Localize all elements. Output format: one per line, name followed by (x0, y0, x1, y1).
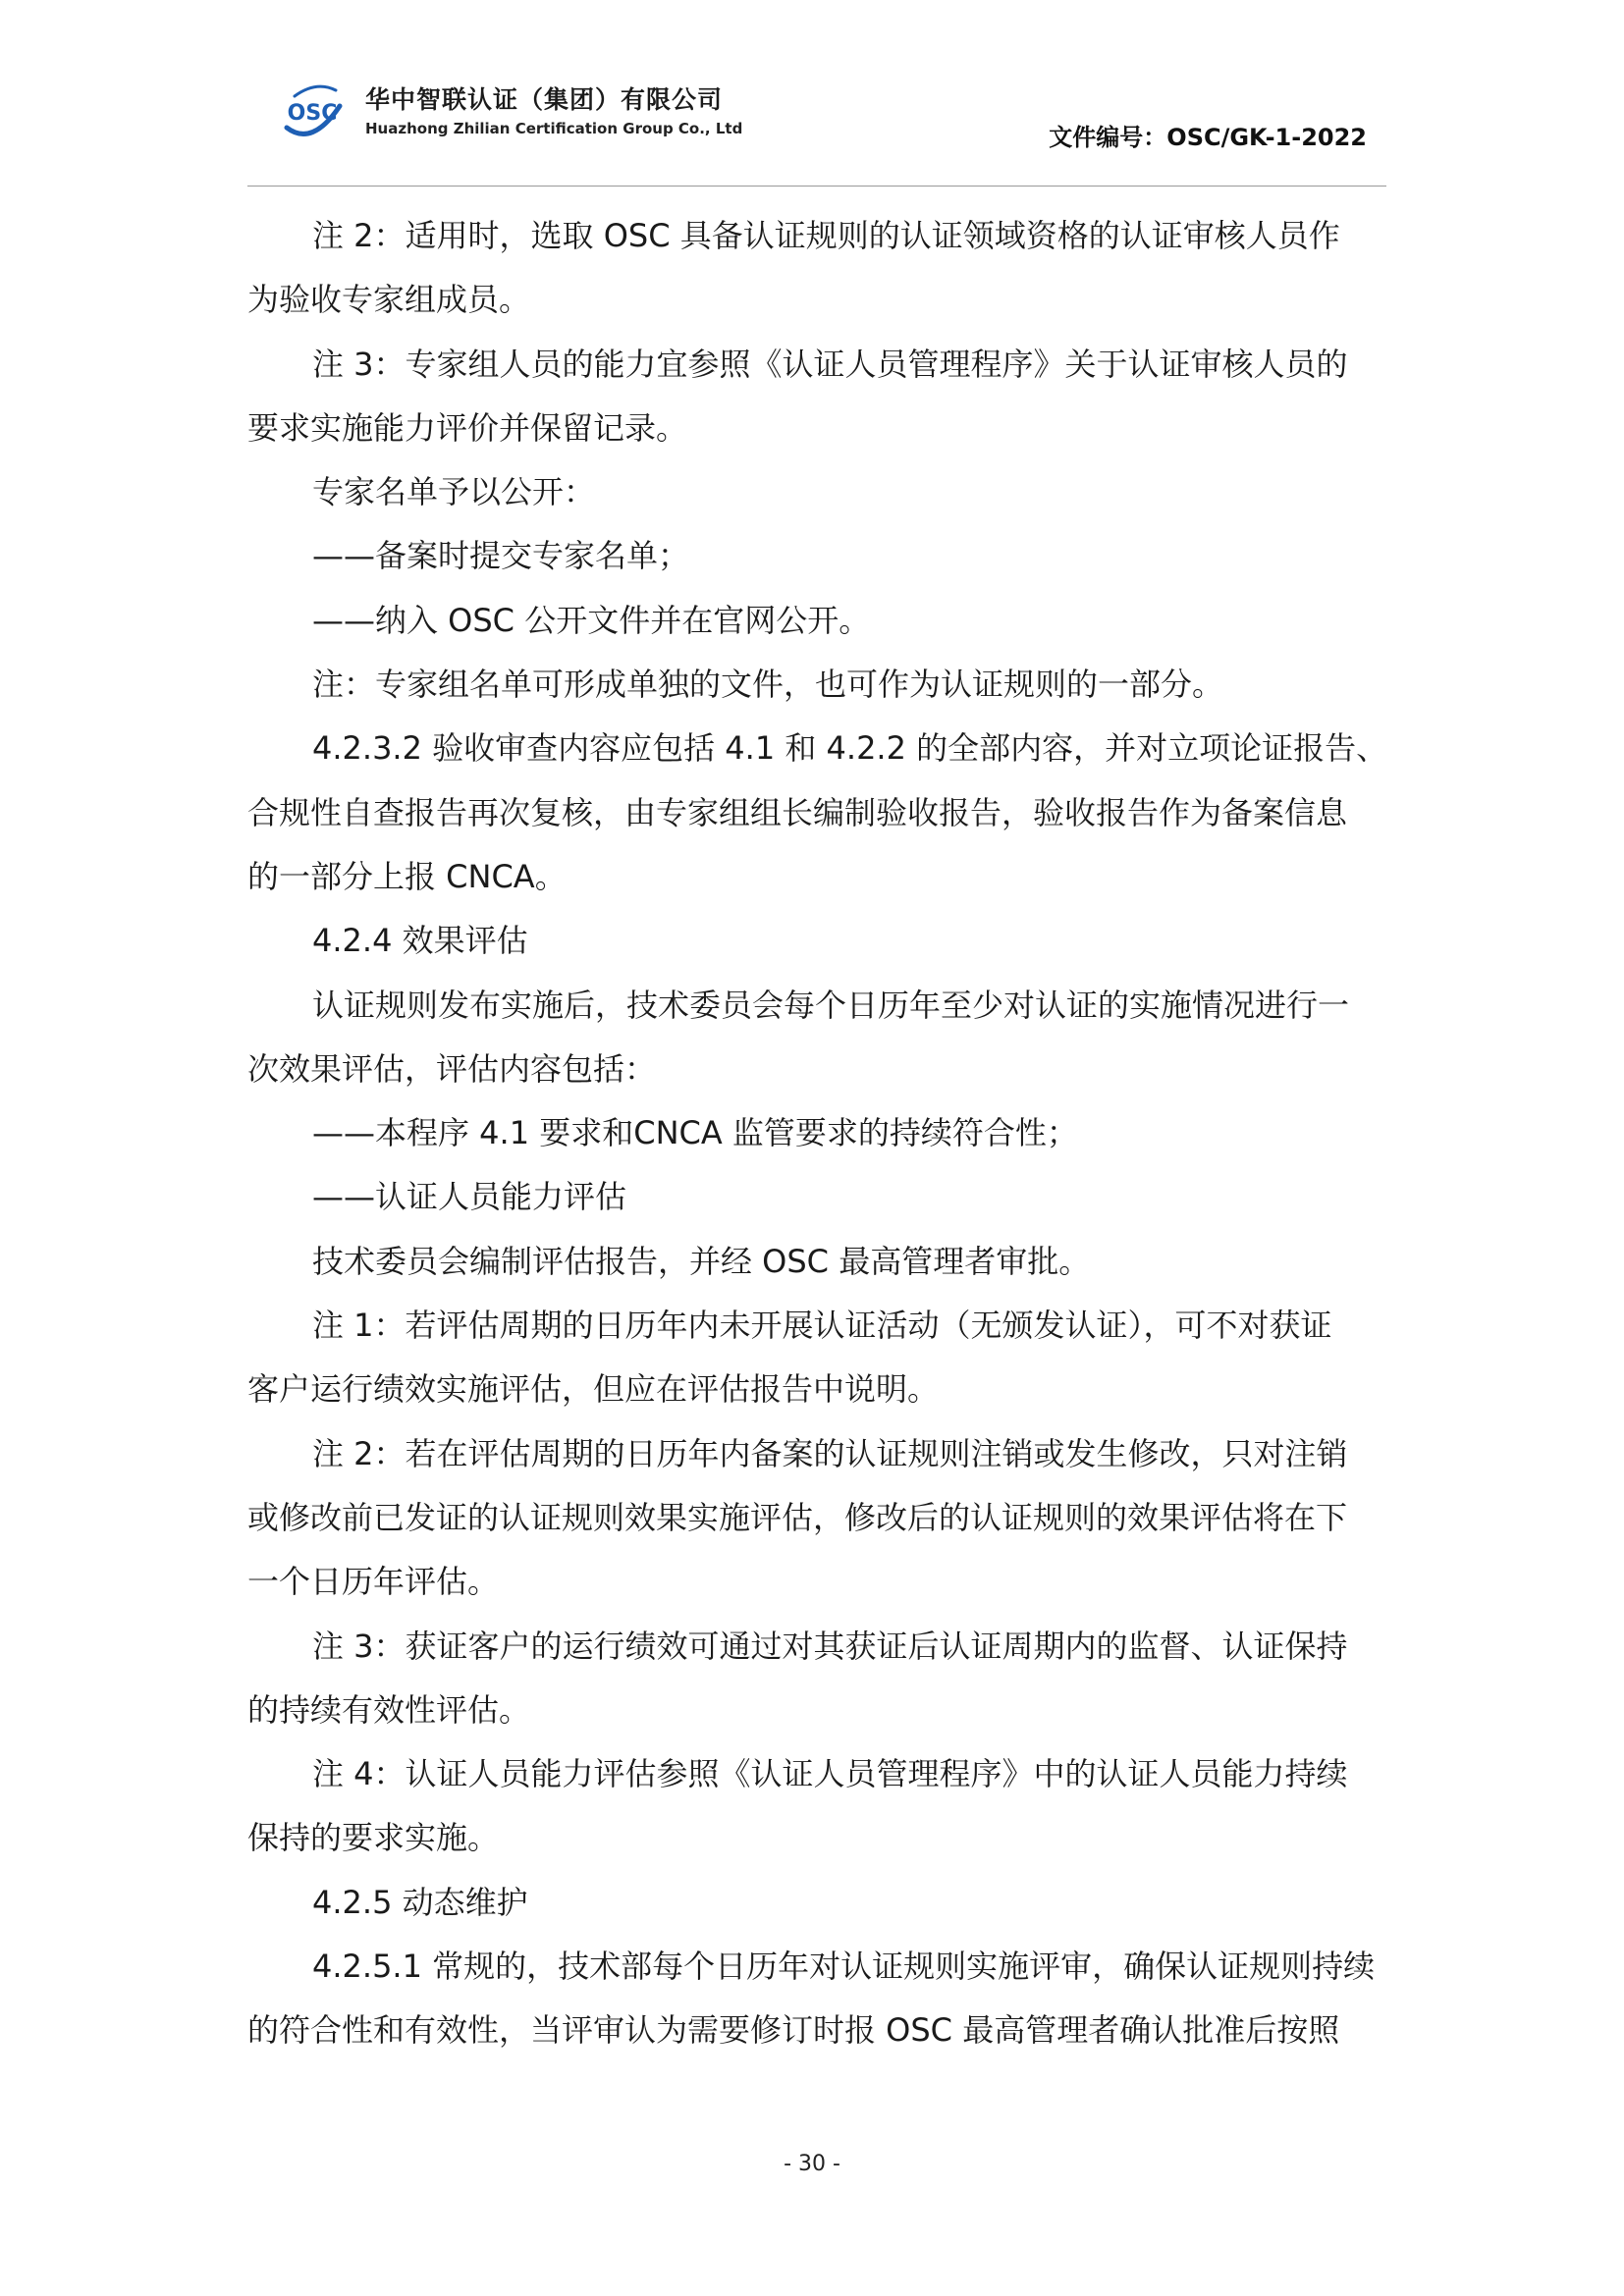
company-name-en: Huazhong Zhilian Certification Group Co., Ltd (365, 120, 743, 137)
body-line: 4.2.3.2 验收审查内容应包括 4.1 和 4.2.2 的全部内容，并对立项论证报告、 (312, 729, 1388, 768)
body-line: 客户运行绩效实施评估，但应在评估报告中说明。 (247, 1370, 940, 1409)
document-body (247, 204, 1394, 2063)
body-line: 的符合性和有效性，当评审认为需要修订时报 OSC 最高管理者确认批准后按照 (247, 2011, 1340, 2050)
body-line: 为验收专家组成员。 (247, 281, 531, 319)
section-heading: 4.2.5 动态维护 (312, 1883, 528, 1921)
body-line: 注 3：获证客户的运行绩效可通过对其获证后认证周期内的监督、认证保持 (312, 1627, 1348, 1665)
body-line: 注 2：适用时，选取 OSC 具备认证规则的认证领域资格的认证审核人员作 (312, 217, 1340, 254)
body-line: 或修改前已发证的认证规则效果实施评估，修改后的认证规则的效果评估将在下 (247, 1498, 1348, 1536)
body-line: 注 1：若评估周期的日历年内未开展认证活动（无颁发认证），可不对获证 (312, 1307, 1332, 1345)
body-line: 认证规则发布实施后，技术委员会每个日历年至少对认证的实施情况进行一 (312, 986, 1350, 1024)
body-line: 注 4：认证人员能力评估参照《认证人员管理程序》中的认证人员能力持续 (312, 1755, 1348, 1793)
body-line: 次效果评估，评估内容包括： (247, 1049, 657, 1088)
body-line: ——备案时提交专家名单； (312, 537, 690, 575)
body-line: 要求实施能力评价并保留记录。 (247, 408, 688, 447)
body-line: 专家名单予以公开： (312, 473, 596, 511)
body-line: 注 2：若在评估周期的日历年内备案的认证规则注销或发生修改，只对注销 (312, 1434, 1348, 1472)
body-line: 注：专家组名单可形成单独的文件，也可作为认证规则的一部分。 (312, 666, 1224, 704)
body-line: ——纳入 OSC 公开文件并在官网公开。 (312, 601, 871, 639)
body-line: ——本程序 4.1 要求和CNCA 监管要求的持续符合性； (312, 1114, 1078, 1152)
page-header (0, 0, 1624, 196)
body-line: 的持续有效性评估。 (247, 1690, 531, 1729)
section-heading: 4.2.4 效果评估 (312, 922, 528, 960)
body-line: 合规性自查报告再次复核，由专家组组长编制验收报告，验收报告作为备案信息 (247, 793, 1348, 831)
page-number: - 30 - (784, 2152, 840, 2176)
company-name-cn: 华中智联认证（集团）有限公司 (365, 85, 724, 114)
header-divider (247, 186, 1386, 187)
body-line: 一个日历年评估。 (247, 1563, 500, 1601)
body-line: 注 3：专家组人员的能力宜参照《认证人员管理程序》关于认证审核人员的 (312, 345, 1348, 383)
body-line: ——认证人员能力评估 (312, 1178, 627, 1216)
body-line: 保持的要求实施。 (247, 1819, 500, 1857)
document-number: 文件编号：OSC/GK-1-2022 (1049, 124, 1367, 151)
company-logo-icon (277, 77, 348, 147)
svg-text:OSC: OSC (287, 101, 338, 126)
body-line: 的一部分上报 CNCA。 (247, 857, 567, 895)
body-line: 4.2.5.1 常规的，技术部每个日历年对认证规则实施评审，确保认证规则持续 (312, 1948, 1376, 1986)
body-line: 技术委员会编制评估报告，并经 OSC 最高管理者审批。 (312, 1242, 1091, 1280)
